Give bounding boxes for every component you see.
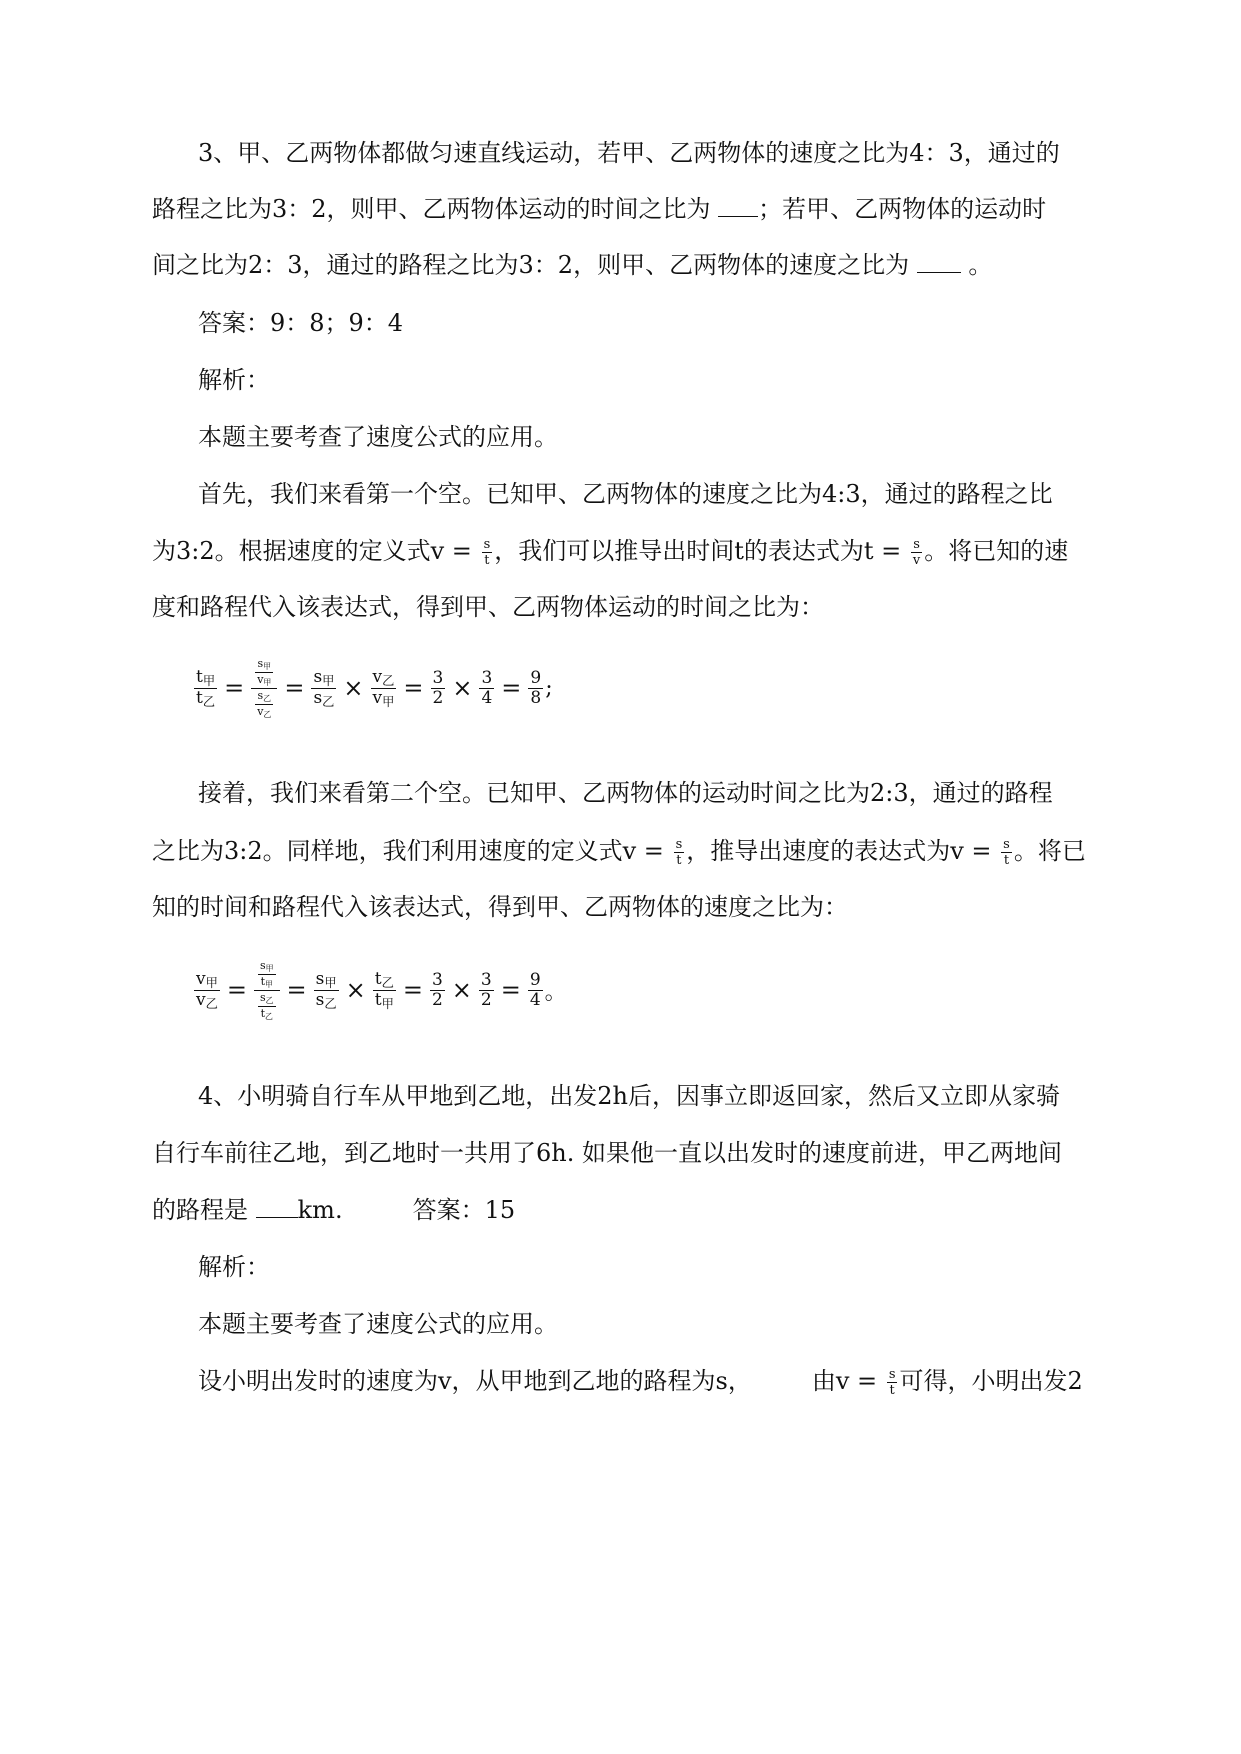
eq2-compound-fraction: $\frac{\frac{s_甲}{t_甲}}{\frac{s_乙}{t_乙}}$ <box>254 960 280 1021</box>
q3-analysis-label: 解析： <box>198 366 270 394</box>
answer-blank-2[interactable] <box>917 252 961 273</box>
q4-answer: 答案：15 <box>412 1196 516 1224</box>
eq1-compound-fraction: $\frac{\frac{s_甲}{v_甲}}{\frac{s_乙}{v_乙}}$ <box>251 658 277 719</box>
eq1-v-ratio: $\frac{v_乙}{v_甲}$ <box>372 666 395 709</box>
q4-line-4: 设小明出发时的速度为v，从甲地到乙地的路程为s， 由v = $\frac{s}{t}$ 可得，小明出发2 <box>198 1367 1083 1398</box>
eq2-three-halves-a: $\frac{3}{2}$ <box>431 969 443 1010</box>
q4-analysis-label: 解析： <box>198 1253 270 1281</box>
q3-equation-1: $\frac{t_甲}{t_乙}$ = $\frac{\frac{s_甲}{v_甲}}{\frac{s_乙}{v_乙}}$ = $\frac{s_甲}{s_乙}$ × $\frac{v_乙}{v_甲}$ = $\frac{3}{2}$ × $\frac{3}{4}$ = $\frac{9}{8}$ ; <box>196 657 553 719</box>
q3-p1-line-1: 首先，我们来看第一个空。已知甲、乙两物体的速度之比为4:3，通过的路程之比 <box>198 480 1053 508</box>
eq2-s-ratio: $\frac{s_甲}{s_乙}$ <box>315 968 337 1011</box>
q4-question-line-2: 自行车前往乙地，到乙地时一共用了6h. 如果他一直以出发时的速度前进，甲乙两地间 <box>152 1139 1062 1167</box>
eq1-s-ratio: $\frac{s_甲}{s_乙}$ <box>313 666 335 709</box>
q3-p2-line-1: 接着，我们来看第二个空。已知甲、乙两物体的运动时间之比为2:3，通过的路程 <box>198 779 1053 807</box>
q3-question-line-1: 3、甲、乙两物体都做匀速直线运动，若甲、乙两物体的速度之比为4：3，通过的 <box>198 139 1060 167</box>
eq1-result: $\frac{9}{8}$ <box>530 667 542 708</box>
eq1-three-halves: $\frac{3}{2}$ <box>432 667 444 708</box>
fraction-s-over-t: $\frac{s}{t}$ <box>483 537 491 568</box>
answer-blank-3[interactable] <box>256 1197 298 1218</box>
eq2-t-ratio: $\frac{t_乙}{t_甲}$ <box>374 968 394 1011</box>
q3-p1-line-3: 度和路程代入该表达式，得到甲、乙两物体运动的时间之比为： <box>152 593 824 621</box>
eq2-result: $\frac{9}{4}$ <box>529 969 541 1010</box>
fraction-s-over-t: $\frac{s}{t}$ <box>1003 837 1010 868</box>
eq2-v-ratio: $\frac{v_甲}{v_乙}$ <box>196 968 218 1011</box>
eq1-t-ratio: $\frac{t_甲}{t_乙}$ <box>196 666 216 709</box>
q4-question-line-1: 4、小明骑自行车从甲地到乙地，出发2h后，因事立即返回家，然后又立即从家骑 <box>198 1082 1060 1110</box>
q3-p2-line-2: 之比为3:2。同样地，我们利用速度的定义式v = $\frac{s}{t}$ ，推导出速度的表达式为v = $\frac{s}{t}$ 。将已 <box>152 837 1086 868</box>
q3-question-line-3: 间之比为2：3，通过的路程之比为3：2，则甲、乙两物体的速度之比为 。 <box>152 251 993 279</box>
fraction-s-over-t: $\frac{s}{t}$ <box>888 1367 896 1398</box>
q3-p2-line-3: 知的时间和路程代入该表达式，得到甲、乙两物体的速度之比为： <box>152 893 848 921</box>
q3-p1-line-2: 为3:2。根据速度的定义式v = $\frac{s}{t}$ ，我们可以推导出时间t的表达式为t = $\frac{s}{v}$ 。将已知的速 <box>152 537 1069 568</box>
fraction-s-over-v: $\frac{s}{v}$ <box>912 537 921 568</box>
q3-answer: 答案：9：8；9：4 <box>198 309 404 337</box>
q4-question-line-3: 的路程是 km. 答案：15 <box>152 1196 516 1224</box>
eq2-three-halves-b: $\frac{3}{2}$ <box>480 969 492 1010</box>
answer-blank-1[interactable] <box>718 196 758 217</box>
eq1-three-quarters: $\frac{3}{4}$ <box>481 667 493 708</box>
fraction-s-over-t: $\frac{s}{t}$ <box>675 837 683 868</box>
q4-topic: 本题主要考查了速度公式的应用。 <box>198 1310 558 1338</box>
q3-topic: 本题主要考查了速度公式的应用。 <box>198 423 558 451</box>
q3-question-line-2: 路程之比为3：2，则甲、乙两物体运动的时间之比为 ；若甲、乙两物体的运动时 <box>152 195 1047 223</box>
q3-equation-2: $\frac{v_甲}{v_乙}$ = $\frac{\frac{s_甲}{t_甲}}{\frac{s_乙}{t_乙}}$ = $\frac{s_甲}{s_乙}$ × $\frac{t_乙}{t_甲}$ = $\frac{3}{2}$ × $\frac{3}{2}$ = $\frac{9}{4}$ 。 <box>196 959 567 1021</box>
